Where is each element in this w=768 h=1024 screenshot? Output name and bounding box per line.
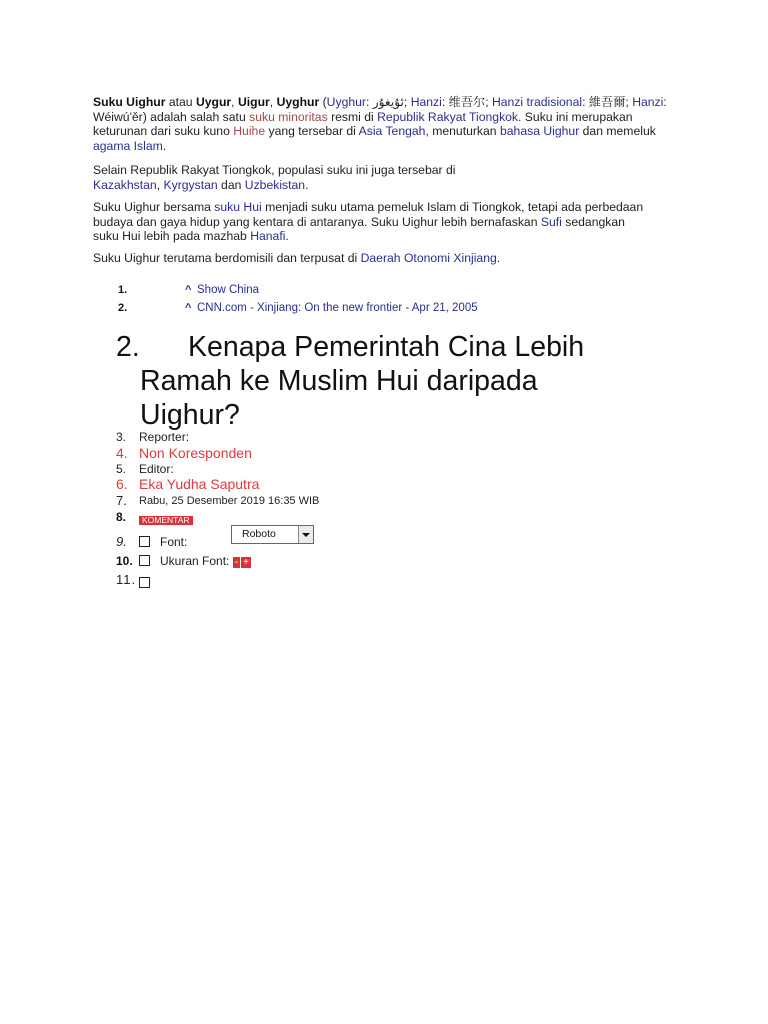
text: sedangkan suku Hui lebih pada mazhab [93,214,625,244]
text: atau [165,95,196,109]
komentar-button[interactable]: KOMENTAR [139,516,193,525]
term-suku-uighur: Suku Uighur [93,95,166,109]
list-number: 4. [116,445,128,461]
religion-paragraph [93,200,653,244]
list-number: 9. [116,534,127,549]
text: dan [217,177,245,192]
term-uyghur: Uyghur [276,95,320,109]
text: Selain Republik Rakyat Tiongkok, populasi suku ini juga tersebar di [93,163,456,177]
text: : 維吾爾; [582,95,633,109]
text: resmi di [327,109,378,124]
term-uygur: Uygur [195,95,232,109]
text: : 维吾尔; [441,95,492,109]
list-number: 6. [116,476,128,492]
caret-up-icon[interactable]: ^ [185,284,192,296]
reference-number: 1. [118,284,128,296]
reporter-label: Reporter: [139,430,190,444]
reference-link-show-china[interactable]: Show China [197,284,260,296]
checkbox-icon[interactable] [139,536,150,547]
link-suku-hui[interactable]: suku Hui [214,200,262,214]
headline-title: Kenapa Pemerintah Cina Lebih Ramah ke Muslim Hui daripada Uighur? [140,331,585,431]
link-daerah-otonomi-xinjiang[interactable]: Daerah Otonomi Xinjiang [360,251,497,265]
link-agama-islam[interactable]: agama Islam [93,138,163,153]
text: . [162,138,167,153]
text: . [305,177,309,192]
reference-number: 2. [118,302,128,314]
text: ( [319,95,327,109]
intro-paragraph [93,95,673,153]
text: . [496,251,501,265]
font-select[interactable] [231,525,314,544]
link-republik-rakyat-tiongkok[interactable]: Republik Rakyat Tiongkok [377,109,519,124]
term-uigur: Uigur [237,95,270,109]
text: . Suku ini merupakan keturunan dari suku kuno [93,109,633,139]
font-size-label: Ukuran Font: [160,554,230,568]
link-hanzi[interactable]: Hanzi [410,95,442,109]
link-hanafi[interactable]: Hanafi [250,229,286,244]
checkbox-icon[interactable] [139,555,150,566]
link-hanzi-tradisional[interactable]: Hanzi tradisional [491,95,583,109]
list-number: 5. [116,462,127,476]
reporter-name-link[interactable]: Non Koresponden [139,445,252,461]
link-sufi[interactable]: Sufi [540,214,562,229]
text: , [156,177,164,192]
text: yang tersebar di [265,124,359,139]
editor-label: Editor: [139,462,174,476]
checkbox-icon[interactable] [139,577,150,588]
publish-date: Rabu, 25 Desember 2019 16:35 WIB [139,495,320,507]
link-suku-minoritas[interactable]: suku minoritas [249,109,328,124]
list-number: 8. [116,510,127,524]
list-number: 10. [116,554,133,568]
link-kyrgystan[interactable]: Kyrgystan [163,177,218,192]
font-decrease-button[interactable]: - [234,557,239,568]
text: . [285,229,289,244]
text: , menuturkan [425,124,500,139]
text: Suku Uighur terutama berdomisili dan terpusat di [93,251,361,265]
text: dan memeluk [579,124,656,139]
reference-link-cnn[interactable]: CNN.com - Xinjiang: On the new frontier - Apr 21, 2005 [197,302,478,314]
text: : Wéiwú'ěr) adalah salah satu [93,95,667,124]
link-asia-tengah[interactable]: Asia Tengah [358,124,426,139]
chevron-down-icon[interactable] [298,526,313,543]
font-select-value: Roboto [242,528,276,540]
headline-number: 2. [116,331,140,363]
link-bahasa-uighur[interactable]: bahasa Uighur [499,124,580,139]
text: , [269,95,277,109]
residence-paragraph [93,251,673,266]
distribution-paragraph [93,163,493,192]
font-label: Font: [160,535,188,549]
link-uzbekistan[interactable]: Uzbekistan [244,177,306,192]
editor-name-link[interactable]: Eka Yudha Saputra [139,476,260,492]
list-number: 11. [116,572,137,587]
text: : ئۇيغۇر; [365,95,411,109]
link-huihe[interactable]: Huihe [233,124,266,139]
list-number: 3. [116,430,127,444]
caret-up-icon[interactable]: ^ [185,302,192,314]
text: , [231,95,238,109]
link-hanzi-2[interactable]: Hanzi [632,95,664,109]
text: menjadi suku utama pemeluk Islam di Tiongkok, tetapi ada perbedaan budaya dan gaya hidup yang kentara di antaranya. Suku Uighur lebih bernafaskan [93,200,644,229]
text: Suku Uighur bersama [93,200,215,214]
font-increase-button[interactable]: + [243,557,249,568]
list-number: 7. [116,493,127,508]
link-uyghur[interactable]: Uyghur [326,95,366,109]
link-kazakhstan[interactable]: Kazakhstan [93,177,157,192]
